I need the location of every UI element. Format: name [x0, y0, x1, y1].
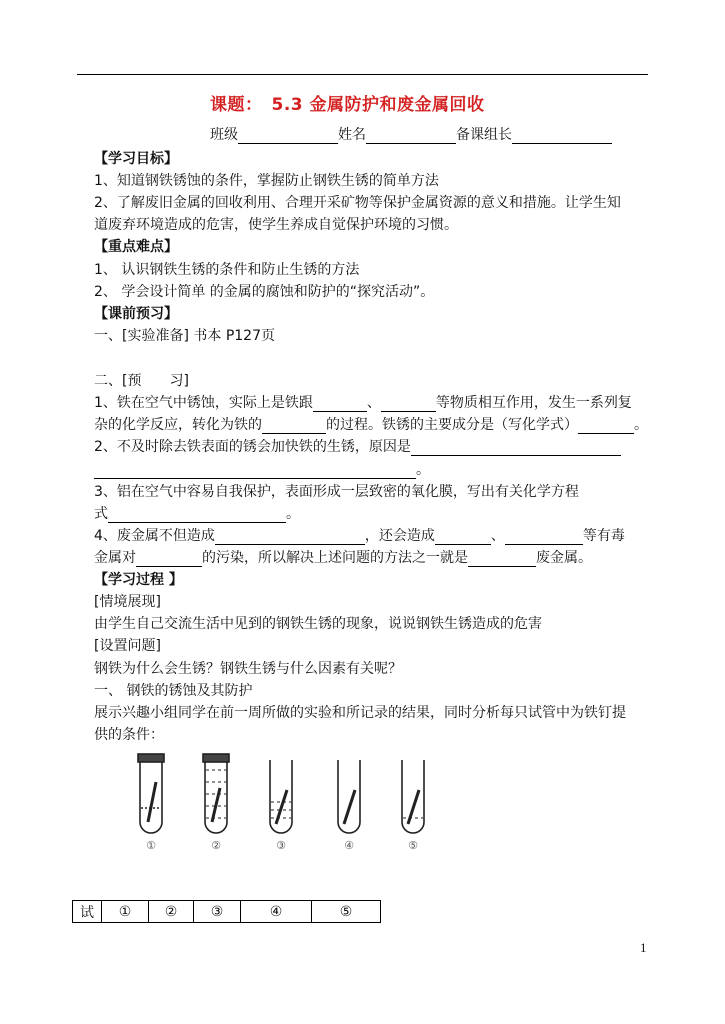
table-cell: ⑤	[312, 901, 381, 923]
test-tube-2	[203, 754, 229, 833]
test-tube-4	[338, 760, 360, 833]
tube-label-2: ②	[211, 839, 221, 852]
test-tubes-figure	[130, 752, 430, 852]
prep-line: 一、[实验准备] 书本 P127页	[94, 328, 275, 344]
goal-2b: 道废弃环境造成的危害，使学生养成自觉保护环境的习惯。	[94, 217, 458, 233]
blank	[435, 528, 491, 545]
scene-label: [情境展现]	[94, 594, 161, 610]
test-tube-3	[270, 760, 292, 833]
blank	[94, 462, 416, 479]
test-tube-1	[138, 754, 164, 833]
tube-label-5: ⑤	[408, 839, 418, 852]
info-line	[210, 124, 612, 144]
question-4-line-2: 金属对 的污染，所以解决上述问题的方法之一就是 废金属。	[94, 550, 592, 566]
preview-header: 【课前预习】	[94, 306, 178, 322]
table-cell: ④	[241, 901, 312, 923]
tube-label-3: ③	[276, 839, 286, 852]
scene-text: 由学生自己交流生活中见到的钢铁生锈的现象，说说钢铁生锈造成的危害	[94, 616, 542, 632]
class-label: 班级	[210, 127, 238, 143]
table-cell: ②	[149, 901, 194, 923]
table-cell: ③	[194, 901, 241, 923]
question-1-line-2: 杂的化学反应，转化为铁的 的过程。铁锈的主要成分是（写化学式） 。	[94, 417, 648, 433]
blank	[215, 528, 365, 545]
name-blank	[366, 127, 456, 144]
part-1-heading: 一、 钢铁的锈蚀及其防护	[94, 683, 253, 699]
tube-label-4: ④	[344, 839, 354, 852]
leader-blank	[512, 127, 612, 144]
test-tube-5	[402, 760, 424, 833]
blank	[108, 506, 286, 523]
question-3-line-1: 3、铝在空气中容易自我保护，表面形成一层致密的氧化膜，写出有关化学方程	[94, 484, 579, 500]
goal-1: 1、知道钢铁锈蚀的条件，掌握防止钢铁生锈的简单方法	[94, 173, 439, 189]
tube-label-1: ①	[146, 839, 156, 852]
blank	[262, 417, 326, 434]
question-2-line-1: 2、不及时除去铁表面的锈会加快铁的生锈，原因是	[94, 438, 621, 456]
table-cell: ①	[102, 901, 149, 923]
goal-2a: 2、了解废旧金属的回收利用、合理开采矿物等保护金属资源的意义和措施。让学生知	[94, 195, 621, 211]
question-text: 钢铁为什么会生锈？钢铁生锈与什么因素有关呢？	[94, 661, 402, 677]
goals-header: 【学习目标】	[94, 151, 178, 167]
page-title: 课题： 5.3 金属防护和废金属回收	[210, 95, 485, 115]
blank	[411, 439, 621, 456]
blank	[313, 395, 367, 412]
page-number: 1	[640, 940, 647, 955]
show-text-2: 供的条件：	[94, 727, 164, 743]
preview-title: 二、[预 习]	[94, 373, 189, 389]
trial-table	[72, 900, 381, 923]
show-text-1: 展示兴趣小组同学在前一周所做的实验和所记录的结果，同时分析每只试管中为铁钉提	[94, 705, 626, 721]
question-label: [设置问题]	[94, 638, 161, 654]
process-header: 【学习过程 】	[94, 572, 183, 588]
blank	[505, 528, 583, 545]
key-2: 2、 学会设计简单 的金属的腐蚀和防护的“探究活动”。	[94, 284, 435, 300]
question-4-line-1: 4、废金属不但造成 ，还会造成 、 等有毒	[94, 528, 625, 544]
question-1-line-1: 1、铁在空气中锈蚀，实际上是铁跟 、 等物质相互作用，发生一系列复	[94, 395, 632, 411]
question-3-line-2: 式 。	[94, 506, 300, 522]
leader-label: 备课组长	[456, 127, 512, 143]
question-2-line-2: 。	[94, 461, 430, 479]
key-header: 【重点难点】	[94, 239, 178, 255]
table-header-cell: 试	[73, 901, 102, 923]
blank	[468, 550, 536, 567]
blank	[136, 550, 202, 567]
table-row	[73, 901, 381, 923]
name-label: 姓名	[338, 127, 366, 143]
blank	[381, 395, 436, 412]
top-rule	[77, 74, 648, 75]
blank	[578, 417, 634, 434]
class-blank	[238, 127, 338, 144]
key-1: 1、 认识钢铁生锈的条件和防止生锈的方法	[94, 262, 360, 278]
